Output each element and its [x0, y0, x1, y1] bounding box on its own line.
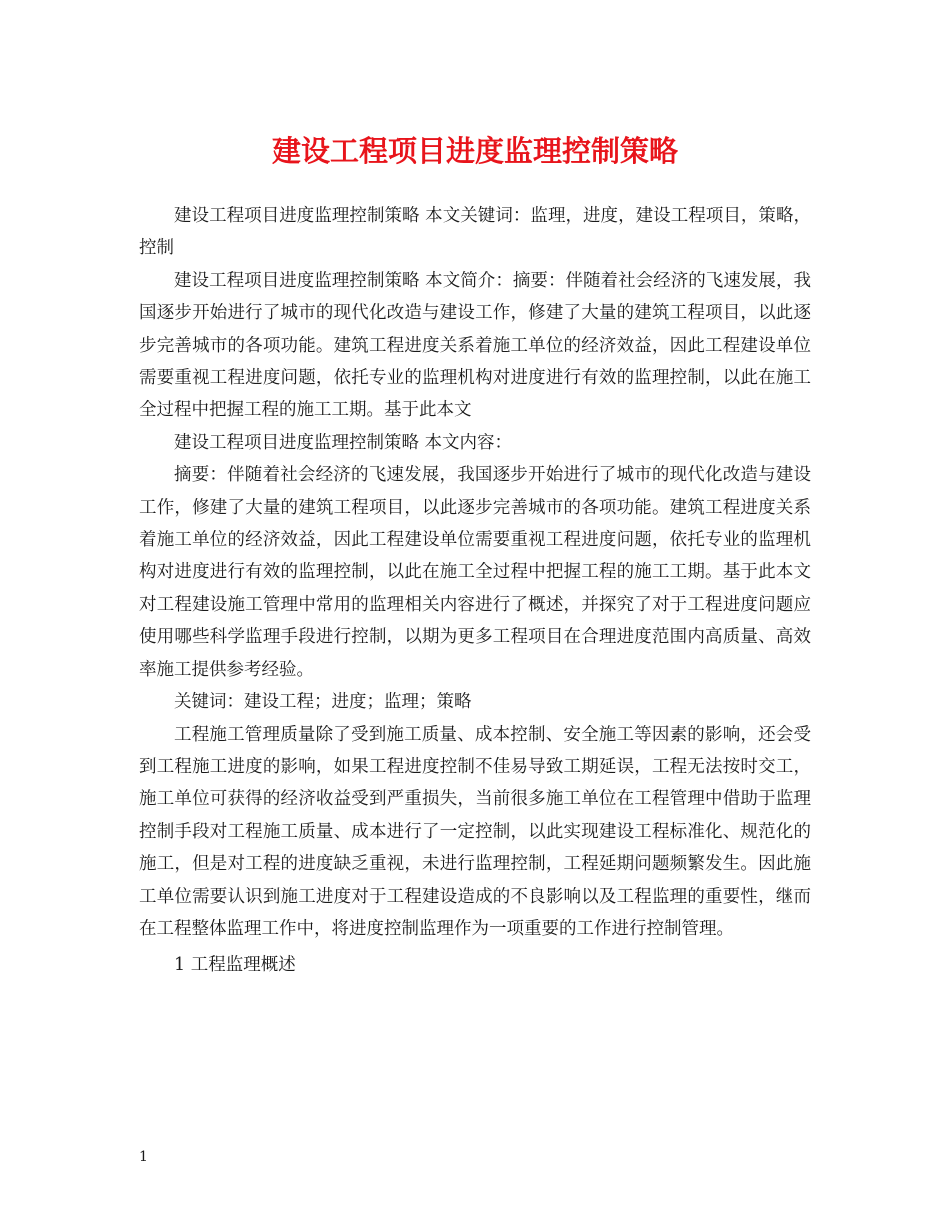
paragraph-abstract: 摘要：伴随着社会经济的飞速发展，我国逐步开始进行了城市的现代化改造与建设工作，修建了大量的建筑工程项目，以此逐步完善城市的各项功能。建筑工程进度关系着施工单位的经济效益，因此工程建设单位需要重视工程进度问题，依托专业的监理机构对进度进行有效的监理控制，以此在施工全过程中把握工程的施工工期。基于此本文对工程建设施工管理中常用的监理相关内容进行了概述，并探究了对于工程进度问题应使用哪些科学监理手段进行控制，以期为更多工程项目在合理进度范围内高质量、高效率施工提供参考经验。: [139, 465, 811, 680]
section-heading: 1 工程监理概述: [174, 955, 296, 976]
paragraph-keywords-intro: 建设工程项目进度监理控制策略 本文关键词：监理，进度，建设工程项目，策略，控制: [139, 206, 811, 259]
paragraph-introduction: 工程施工管理质量除了受到施工质量、成本控制、安全施工等因素的影响，还会受到工程施工进度的影响，如果工程进度控制不佳易导致工期延误，工程无法按时交工，施工单位可获得的经济收益受到严重损失，当前很多施工单位在工程管理中借助于监理控制手段对工程施工质量、成本进行了一定控制，以此实现建设工程标准化、规范化的施工，但是对工程的进度缺乏重视，未进行监理控制，工程延期问题频繁发生。因此施工单位需要认识到施工进度对于工程建设造成的不良影响以及工程监理的重要性，继而在工程整体监理工作中，将进度控制监理作为一项重要的工作进行控制管理。: [139, 724, 811, 939]
paragraph-keywords: 关键词：建设工程；进度；监理；策略: [174, 692, 472, 713]
paragraph-summary-intro: 建设工程项目进度监理控制策略 本文简介：摘要：伴随着社会经济的飞速发展，我国逐步开始进行了城市的现代化改造与建设工作，修建了大量的建筑工程项目，以此逐步完善城市的各项功能。建筑工程进度关系着施工单位的经济效益，因此工程建设单位需要重视工程进度问题，依托专业的监理机构对进度进行有效的监理控制，以此在施工全过程中把握工程的施工工期。基于此本文: [139, 270, 811, 421]
paragraph-content-heading: 建设工程项目进度监理控制策略 本文内容：: [174, 432, 513, 453]
page-number: 1: [139, 1149, 148, 1165]
document-body: [139, 200, 811, 982]
document-title: 建设工程项目进度监理控制策略: [271, 134, 678, 168]
